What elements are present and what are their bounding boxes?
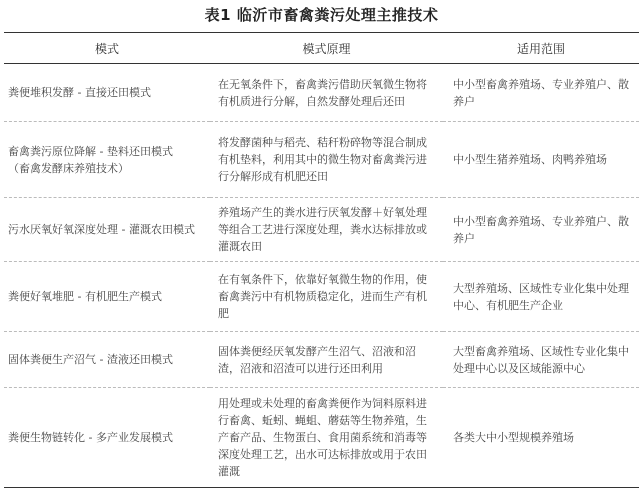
mode-text: 粪便生物链转化 - 多产业发展模式 — [8, 431, 173, 444]
cell-range: 中小型畜禽养殖场、专业养殖户、散养户 — [443, 198, 639, 262]
cell-principle: 在有氧条件下，依靠好氧微生物的作用，使畜禽粪污中有机物质稳定化，进而生产有机肥 — [210, 262, 443, 332]
table-row — [4, 198, 639, 262]
cell-mode — [4, 388, 210, 488]
cell-principle: 将发酵菌种与稻壳、秸秆粉碎物等混合制成有机垫料，利用其中的微生物对畜禽粪污进行分解形成有机肥还田 — [210, 122, 443, 198]
cell-mode — [4, 64, 210, 122]
header-mode: 模式 — [4, 33, 210, 64]
mode-text: 畜禽粪污原位降解 - 垫料还田模式 — [8, 144, 173, 158]
mode-text: 污水厌氧好氧深度处理 - 灌溉农田模式 — [8, 223, 195, 236]
table-row — [4, 388, 639, 488]
cell-principle: 养殖场产生的粪水进行厌氧发酵＋好氧处理等组合工艺进行深度处理，粪水达标排放或灌溉农田 — [210, 198, 443, 262]
mode-text: 粪便好氧堆肥 - 有机肥生产模式 — [8, 290, 162, 303]
cell-mode — [4, 262, 210, 332]
cell-principle: 用处理或未处理的畜禽粪便作为饲料原料进行畜禽、蚯蚓、蝇蛆、蘑菇等生物养殖，生产畜产品、生物蛋白、食用菌系统和消毒等深度处理工艺，出水可达标排放或用于农田灌溉 — [210, 388, 443, 488]
cell-mode — [4, 332, 210, 388]
cell-range: 中小型生猪养殖场、肉鸭养殖场 — [443, 122, 639, 198]
mode-text: 粪便堆积发酵 - 直接还田模式 — [8, 86, 151, 99]
table-row — [4, 262, 639, 332]
table-header-row — [4, 33, 639, 64]
table-row — [4, 122, 639, 198]
cell-mode — [4, 198, 210, 262]
mode-text: 固体粪便生产沼气 - 渣液还田模式 — [8, 353, 173, 366]
cell-principle: 固体粪便经厌氧发酵产生沼气、沼液和沼渣，沼液和沼渣可以进行还田利用 — [210, 332, 443, 388]
cell-range: 大型畜禽养殖场、区域性专业化集中处理中心以及区域能源中心 — [443, 332, 639, 388]
table-row — [4, 64, 639, 122]
table-title: 表1 临沂市畜禽粪污处理主推技术 — [204, 6, 439, 24]
header-range: 适用范围 — [443, 33, 639, 64]
table-row — [4, 332, 639, 388]
mode-subtext: （畜禽发酵床养殖技术） — [8, 161, 129, 175]
cell-range: 各类大中小型规模养殖场 — [443, 388, 639, 488]
cell-mode — [4, 122, 210, 198]
technology-table — [4, 32, 639, 488]
header-principle: 模式原理 — [210, 33, 443, 64]
cell-range: 中小型畜禽养殖场、专业养殖户、散养户 — [443, 64, 639, 122]
cell-range: 大型养殖场、区域性专业化集中处理中心、有机肥生产企业 — [443, 262, 639, 332]
cell-principle: 在无氧条件下，畜禽粪污借助厌氧微生物将有机质进行分解，自然发酵处理后还田 — [210, 64, 443, 122]
